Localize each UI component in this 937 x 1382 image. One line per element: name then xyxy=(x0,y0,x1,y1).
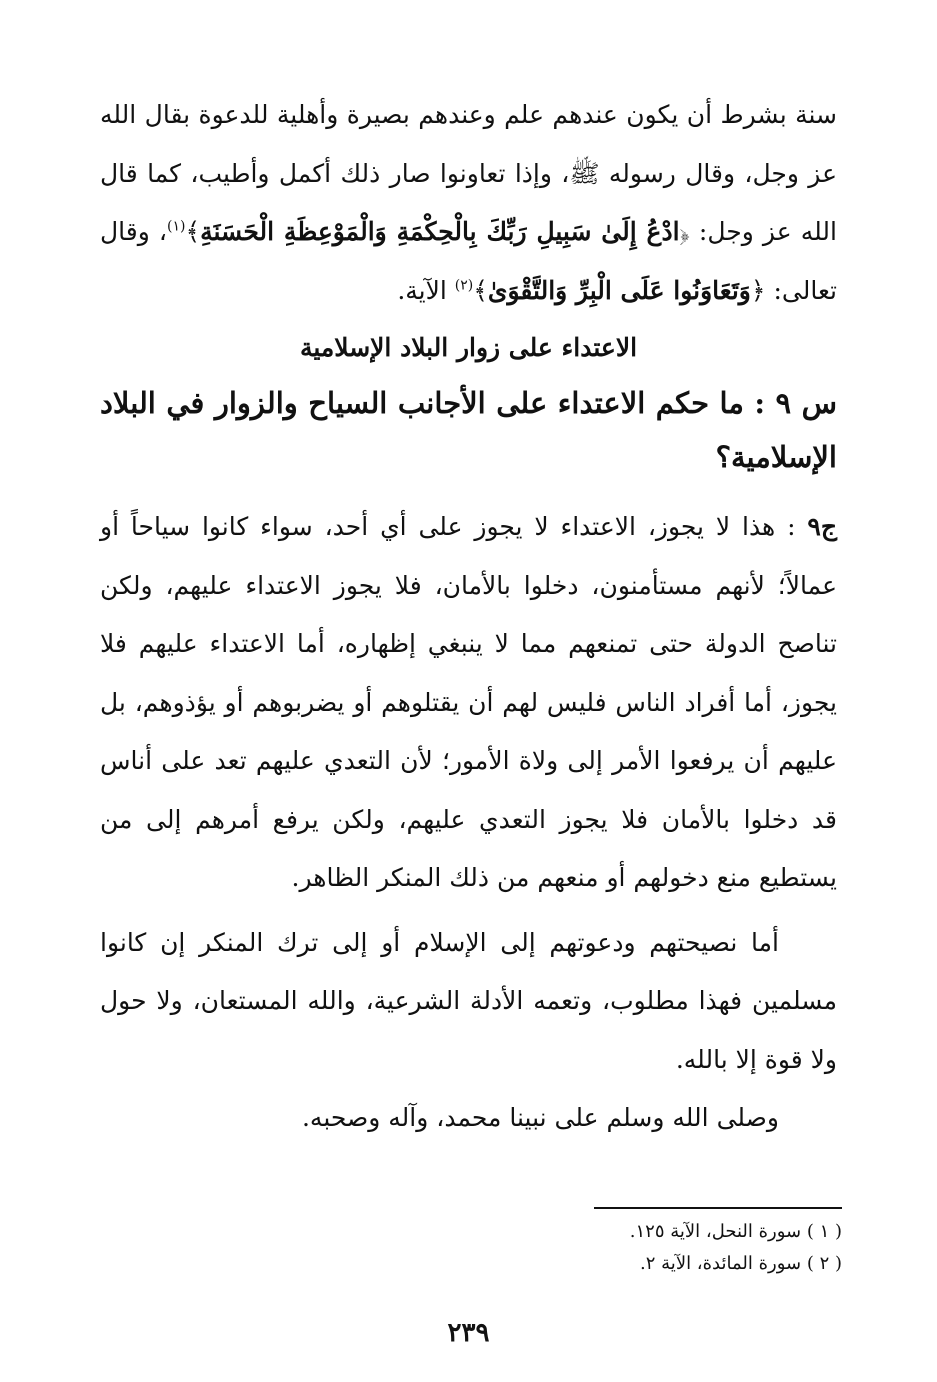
answer-text-1: : هذا لا يجوز، الاعتداء لا يجوز على أي أحد، سواء كانوا سياحاً أو عمالاً؛ لأنهم مستأمنون، دخلوا بالأمان، فلا يجوز الاعتداء عليهم، ولكن تناصح الدولة حتى تمنعهم مما لا ينبغي إظهاره، أما الاعتداء عليهم فلا يجوز، أما أفراد الناس فليس لهم أن يقتلوهم أو يضربوهم أو يؤذوهم، بل عليهم أن يرفعوا الأمر إلى ولاة الأمور؛ لأن التعدي عليهم تعد على أناس قد دخلوا بالأمان فلا يجوز التعدي عليهم، ولكن يرفع أمرهم إلى من يستطيع منع دخولهم أو منعهم من ذلك المنكر الظاهر. xyxy=(100,512,837,892)
quran-verse-1 xyxy=(185,217,689,246)
footnote-divider xyxy=(594,1207,842,1209)
section-heading: الاعتداء على زوار البلاد الإسلامية xyxy=(299,333,638,362)
answer-paragraph-2: أما نصيحتهم ودعوتهم إلى الإسلام أو إلى ترك المنكر إن كانوا مسلمين فهذا مطلوب، وتعمه الأدلة الشرعية، والله المستعان، ولا حول ولا قوة إلا بالله. xyxy=(100,927,837,1074)
closing-line: وصلى الله وسلم على نبينا محمد، وآله وصحبه. xyxy=(301,1103,779,1132)
answer-paragraph-1 xyxy=(100,498,837,908)
question-text: س ٩ : ما حكم الاعتداء على الأجانب السياح والزوار في البلاد الإسلامية؟ xyxy=(100,386,837,474)
paragraph-text-b: ، وقال تعالى: xyxy=(100,217,837,305)
footnote-marker-2: (٢) xyxy=(454,277,474,294)
verse-text-2: وَتَعَاوَنُوا عَلَى الْبِرِّ وَالتَّقْوَىٰ xyxy=(487,275,751,305)
footnotes xyxy=(100,1216,842,1280)
page-number: ٢٣٩ xyxy=(447,1318,490,1348)
footnote-marker-1: (١) xyxy=(166,218,186,235)
footnote-1: ( ١ ) سورة النحل، الآية ١٢٥. xyxy=(629,1221,842,1242)
answer-label: ج٩ xyxy=(807,512,837,541)
ornate-bracket-close: ﴾ xyxy=(473,275,488,305)
paragraph-text-a: سنة بشرط أن يكون عندهم علم وعندهم بصيرة وأهلية للدعوة بقال الله عز وجل، وقال رسوله ﷺ، وإذا تعاونوا صار ذلك أكمل وأطيب، كما قال الله عز وجل: xyxy=(100,100,837,246)
footnote-2: ( ٢ ) سورة المائدة، الآية ٢. xyxy=(640,1253,842,1274)
verse-text-1: ادْعُ إِلَىٰ سَبِيلِ رَبِّكَ بِالْحِكْمَةِ وَالْمَوْعِظَةِ الْحَسَنَةِ xyxy=(200,217,680,246)
ornate-bracket-open: ﴿ xyxy=(679,217,690,246)
paragraph-text-c: الآية. xyxy=(397,275,455,305)
continued-paragraph xyxy=(100,86,837,320)
quran-verse-2 xyxy=(473,276,765,305)
ornate-bracket-open: ﴿ xyxy=(750,275,766,305)
ornate-bracket-close: ﴾ xyxy=(185,217,201,246)
